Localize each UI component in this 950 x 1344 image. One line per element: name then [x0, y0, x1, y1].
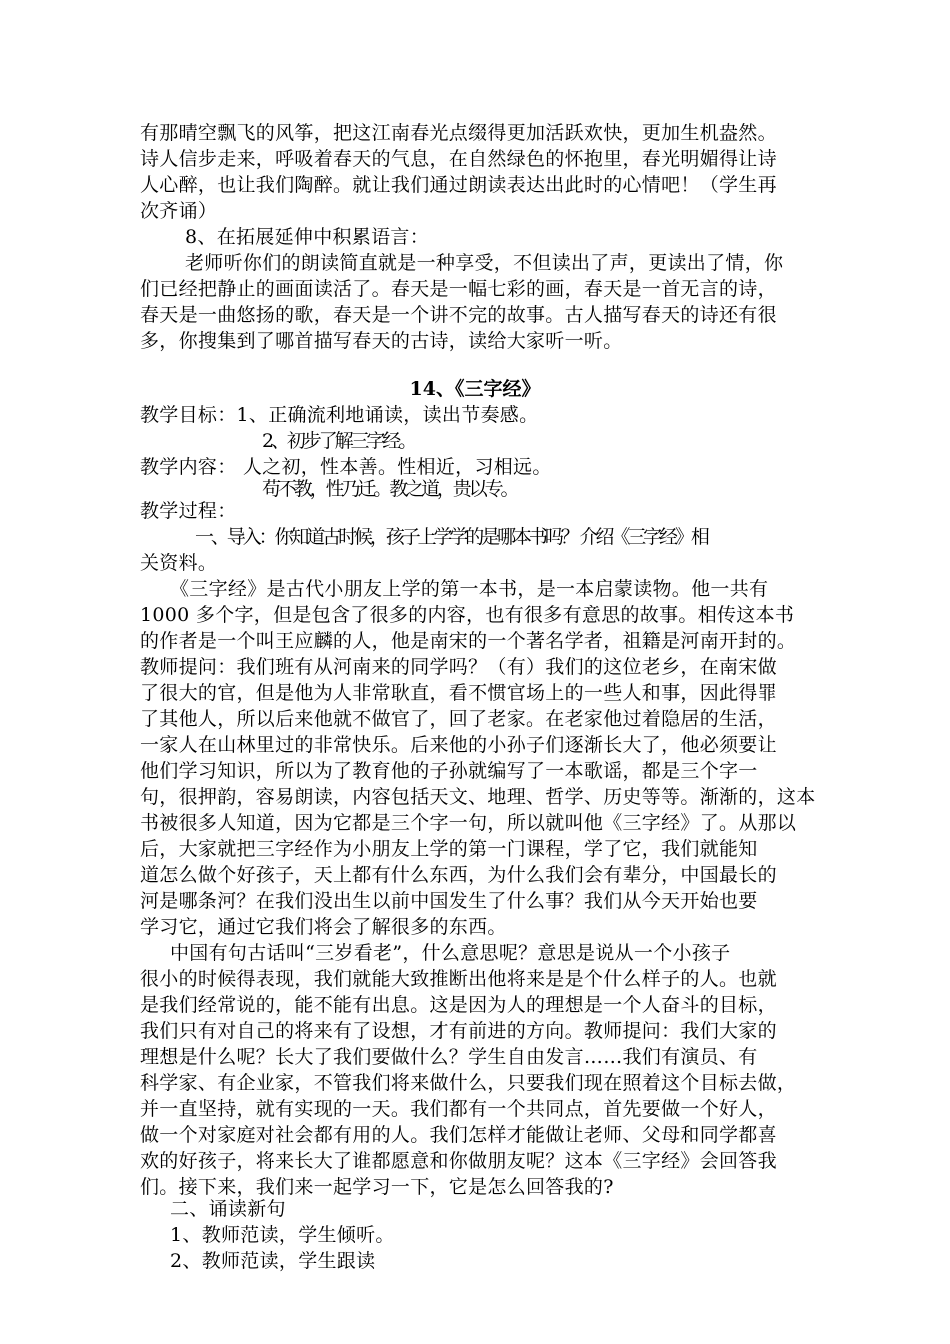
text-line: 了其他人，所以后来他就不做官了，回了老家。在老家他过着隐居的生活， — [140, 708, 777, 730]
step-line: 2、教师范读，学生跟读 — [170, 1250, 376, 1272]
text-line: 们已经把静止的画面读活了。春天是一幅七彩的画，春天是一首无言的诗， — [140, 278, 777, 300]
text-line: 是我们经常说的，能不能有出息。这是因为人的理想是一个人奋斗的目标， — [140, 994, 777, 1016]
text-line: 次齐诵） — [140, 200, 218, 222]
text-line: 的作者是一个叫王应麟的人，他是南宋的一个著名学者，祖籍是河南开封的。 — [140, 630, 797, 652]
text-line: 一、导入：你知道古时候，孩子上学学的是哪本书吗？ 介绍《三字经》相 — [195, 526, 707, 548]
text-line: 了很大的官，但是他为人非常耿直，看不惯官场上的一些人和事，因此得罪 — [140, 682, 777, 704]
text-line: 人心醉，也让我们陶醉。就让我们通过朗读表达出此时的心情吧！（学生再 — [140, 174, 777, 196]
text-line: 他们学习知识，所以为了教育他的子孙就编写了一本歌谣，都是三个字一 — [140, 760, 758, 782]
objective-line: 教学目标：1、正确流利地诵读，读出节奏感。 — [140, 404, 539, 426]
content-line: 教学内容： 人之初，性本善。性相近，习相远。 — [140, 456, 552, 478]
text-line: 们。接下来，我们来一起学习一下，它是怎么回答我的? — [140, 1176, 614, 1198]
text-line: 春天是一曲悠扬的歌，春天是一个讲不完的故事。古人描写春天的诗还有很 — [140, 304, 777, 326]
text-line: 教师提问：我们班有从河南来的同学吗？（有）我们的这位老乡，在南宋做 — [140, 656, 777, 678]
step-line: 1、教师范读，学生倾听。 — [170, 1224, 395, 1246]
section2-heading: 二、诵读新句 — [170, 1198, 286, 1220]
content-line: 苟不教，性乃迁。教之道，贵以专。 — [262, 478, 517, 500]
text-line: 诗人信步走来，呼吸着春天的气息，在自然绿色的怀抱里，春光明媚得让诗 — [140, 148, 777, 170]
text-line: 中国有句古话叫“三岁看老”，什么意思呢？意思是说从一个小孩子 — [170, 942, 731, 964]
text-line: 多，你搜集到了哪首描写春天的古诗，读给大家听一听。 — [140, 330, 623, 352]
text-line: 书被很多人知道，因为它都是三个字一句，所以就叫他《三字经》了。从那以 — [140, 812, 797, 834]
process-label: 教学过程： — [140, 500, 237, 522]
text-line: 科学家、有企业家，不管我们将来做什么，只要我们现在照着这个目标去做， — [140, 1072, 797, 1094]
text-line: 老师听你们的朗读简直就是一种享受，不但读出了声，更读出了情，你 — [185, 252, 784, 274]
lesson-title: 14、《三字经》 — [409, 378, 541, 400]
text-line: 关资料。 — [140, 552, 218, 574]
text-line: 一家人在山林里过的非常快乐。后来他的小孙子们逐渐长大了，他必须要让 — [140, 734, 777, 756]
text-line: 河是哪条河？在我们没出生以前中国发生了什么事？我们从今天开始也要 — [140, 890, 758, 912]
objective-line: 2、初步了解三字经。 — [262, 430, 415, 452]
text-line: 后，大家就把三字经作为小朋友上学的第一门课程，学了它，我们就能知 — [140, 838, 758, 860]
text-line: 道怎么做个好孩子，天上都有什么东西，为什么我们会有辈分，中国最长的 — [140, 864, 777, 886]
step8-heading: 8、在拓展延伸中积累语言： — [185, 226, 429, 248]
text-line: 1000 多个字，但是包含了很多的内容，也有很多有意思的故事。相传这本书 — [140, 604, 795, 626]
text-line: 并一直坚持，就有实现的一天。我们都有一个共同点，首先要做一个好人， — [140, 1098, 777, 1120]
text-line: 理想是什么呢？长大了我们要做什么？学生自由发言……我们有演员、有 — [140, 1046, 758, 1068]
text-line: 《三字经》是古代小朋友上学的第一本书，是一本启蒙读物。他一共有 — [170, 578, 769, 600]
text-line: 我们只有对自己的将来有了设想，才有前进的方向。教师提问：我们大家的 — [140, 1020, 777, 1042]
text-line: 做一个对家庭对社会都有用的人。我们怎样才能做让老师、父母和同学都喜 — [140, 1124, 777, 1146]
text-line: 句，很押韵，容易朗读，内容包括天文、地理、哲学、历史等等。渐渐的，这本 — [140, 786, 816, 808]
text-line: 很小的时候得表现，我们就能大致推断出他将来是是个什么样子的人。也就 — [140, 968, 777, 990]
text-line: 学习它，通过它我们将会了解很多的东西。 — [140, 916, 507, 938]
text-line: 有那晴空飘飞的风筝，把这江南春光点缀得更加活跃欢快，更加生机盎然。 — [140, 122, 777, 144]
text-line: 欢的好孩子，将来长大了谁都愿意和你做朋友呢？这本《三字经》会回答我 — [140, 1150, 777, 1172]
